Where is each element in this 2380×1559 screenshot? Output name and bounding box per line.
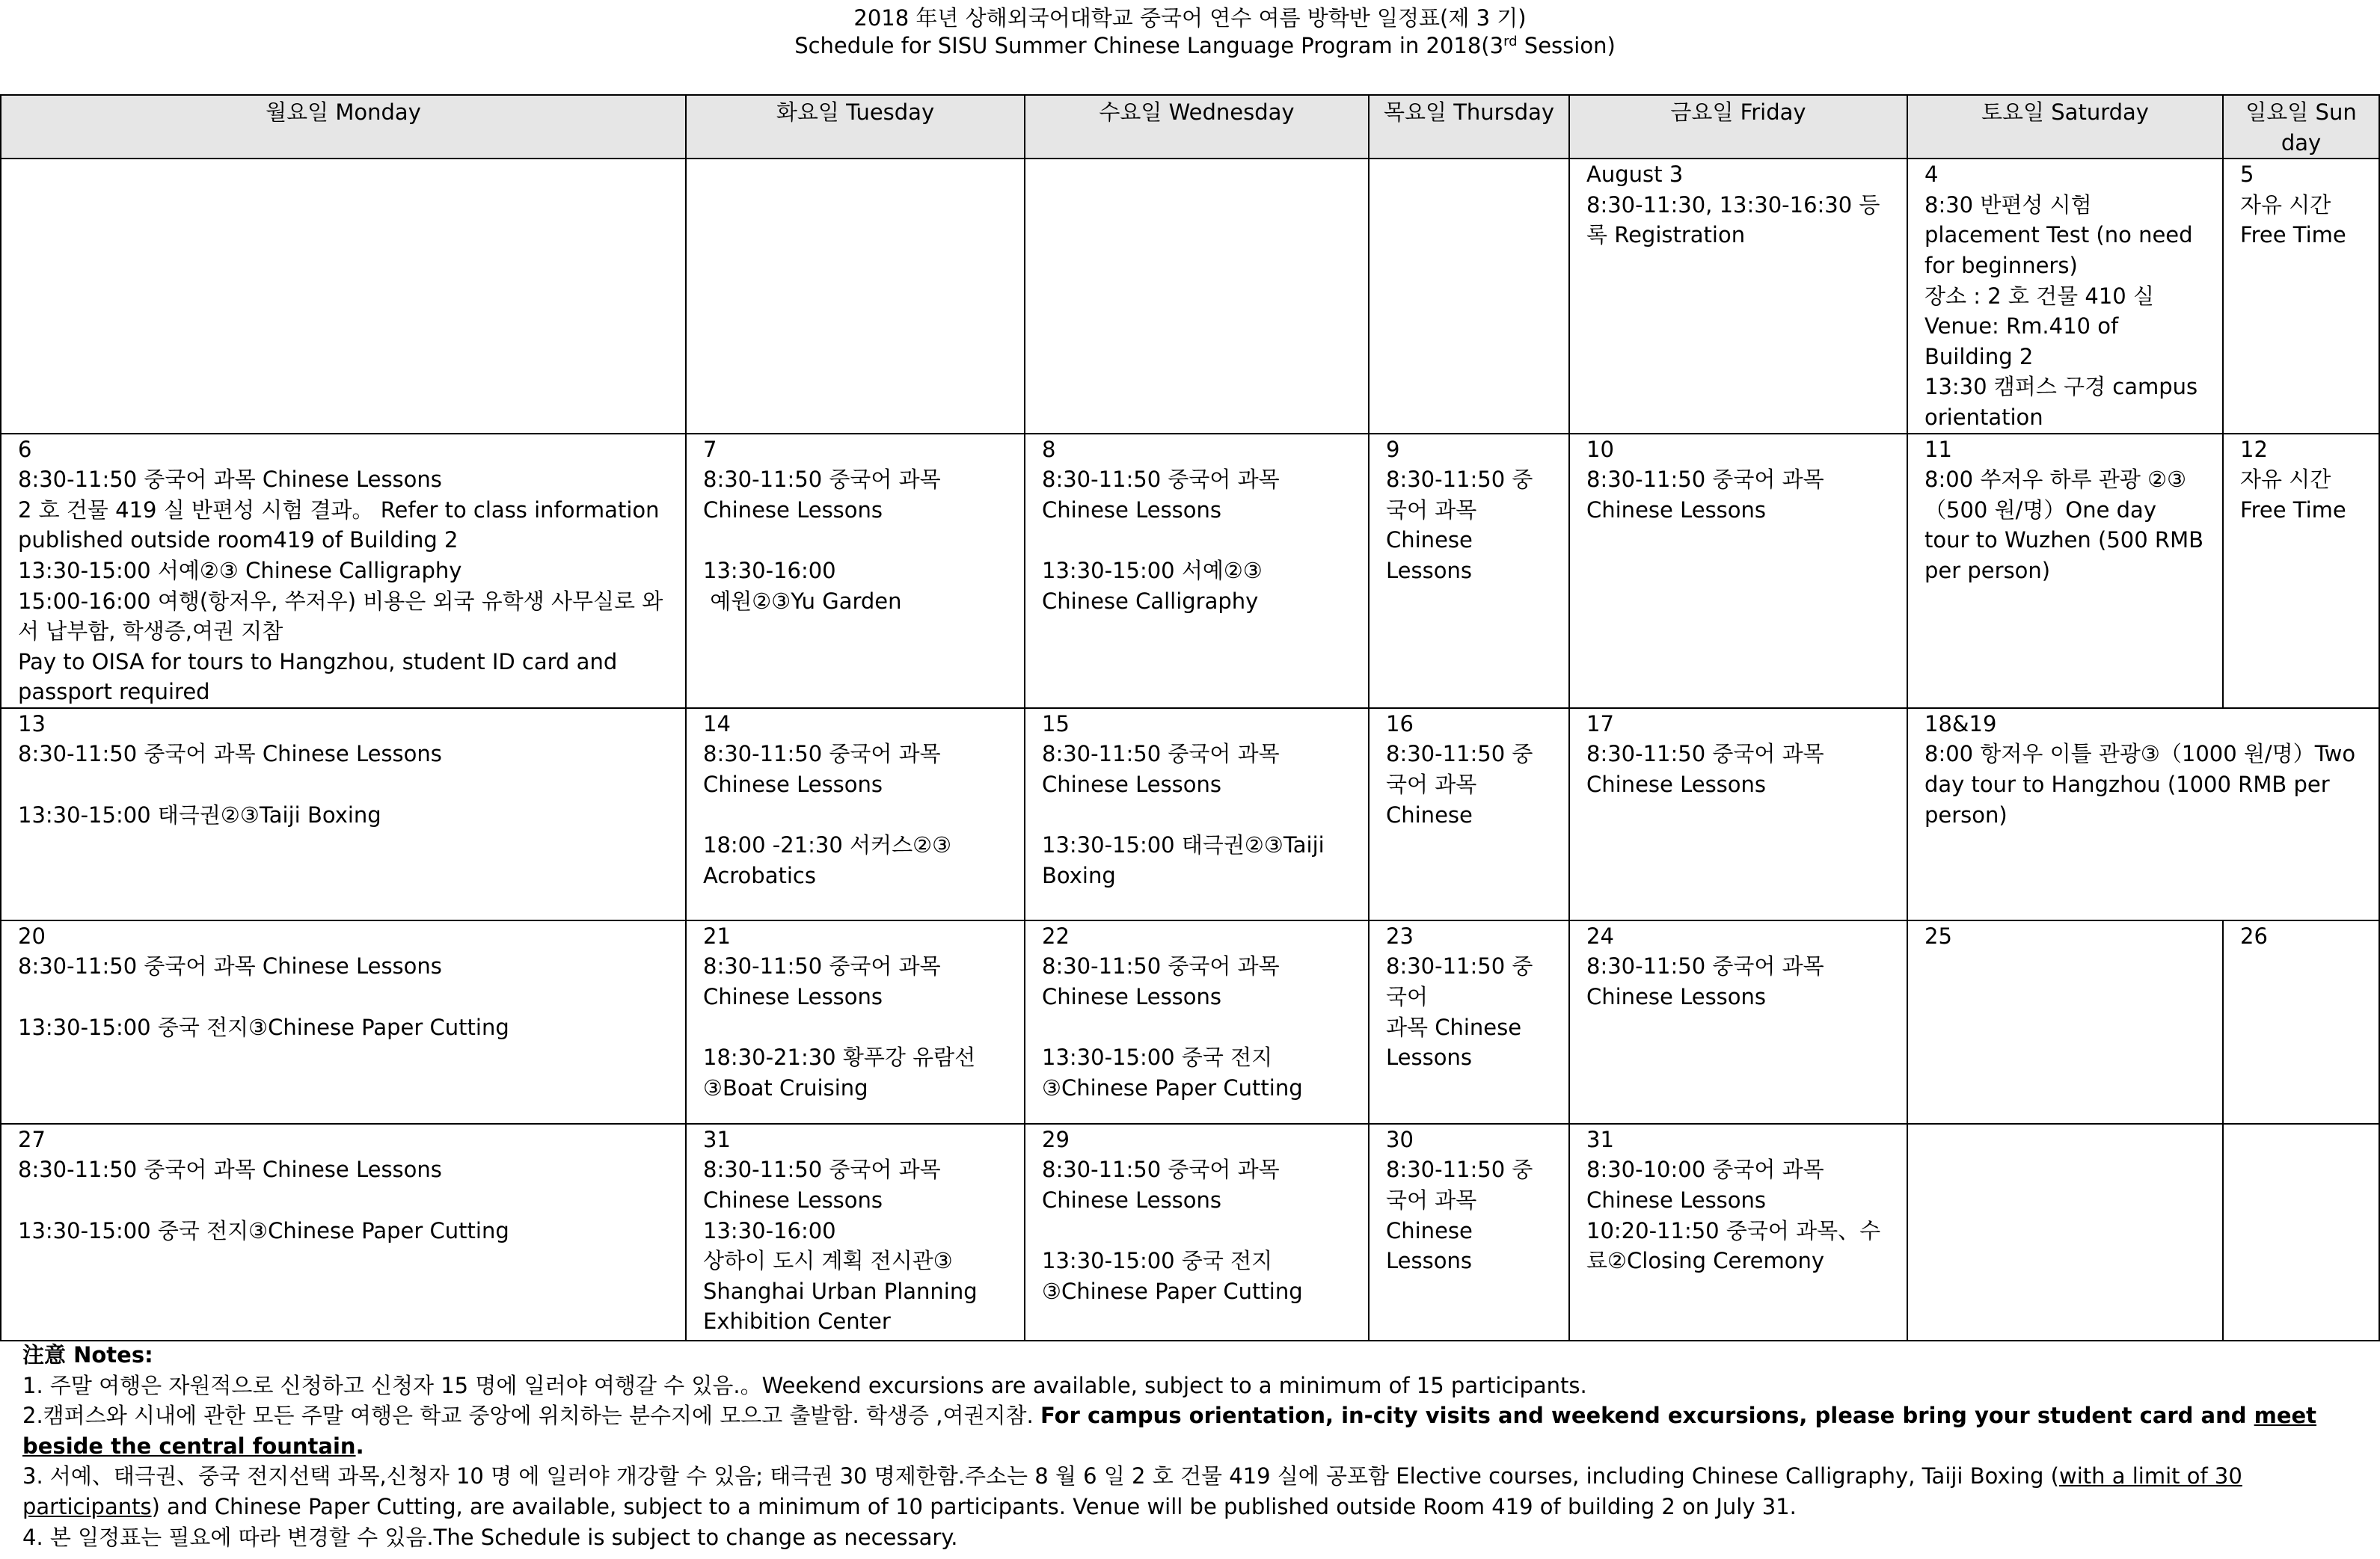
day-cell-sunday: 26 (2223, 920, 2379, 1124)
day-header-wednesday: 수요일 Wednesday (1025, 95, 1369, 159)
note-2-meeting-point: meet beside the central fountain (22, 1403, 2317, 1459)
note-2-korean: 2.캠퍼스와 시내에 관한 모든 주말 여행은 학교 중앙에 위치하는 분수지에 모으고 출발함. 학생증 ,여권지참. (22, 1403, 1040, 1429)
note-1: 1. 주말 여행은 자원적으로 신청하고 신청자 15 명에 일러야 여행갈 수 있음.。Weekend excursions are available, subject to a minimum of 15 participants. (22, 1372, 1587, 1398)
day-cell-tuesday (686, 159, 1025, 433)
day-cell-monday: 13 8:30-11:50 중국어 과목 Chinese Lessons 13:30-15:00 태극권②③Taiji Boxing (1, 708, 686, 920)
day-cell-monday: 20 8:30-11:50 중국어 과목 Chinese Lessons 13:30-15:00 중국 전지③Chinese Paper Cutting (1, 920, 686, 1124)
day-cell-thursday (1369, 159, 1569, 433)
week-row (1, 159, 2379, 433)
day-cell-monday: 27 8:30-11:50 중국어 과목 Chinese Lessons 13:30-15:00 중국 전지③Chinese Paper Cutting (1, 1124, 686, 1341)
day-cell-tuesday: 21 8:30-11:50 중국어 과목 Chinese Lessons 18:30-21:30 황푸강 유람선 ③Boat Cruising (686, 920, 1025, 1124)
note-4: 4. 본 일정표는 필요에 따라 변경할 수 있음.The Schedule is subject to change as necessary. (22, 1524, 958, 1550)
day-cell-sunday: 5 자유 시간 Free Time (2223, 159, 2379, 433)
day-cell-friday: 10 8:30-11:50 중국어 과목 Chinese Lessons (1569, 434, 1907, 708)
notes-section (22, 1340, 2349, 1552)
day-cell-wednesday: 29 8:30-11:50 중국어 과목 Chinese Lessons 13:30-15:00 중국 전지 ③Chinese Paper Cutting (1025, 1124, 1369, 1341)
day-header-thursday: 목요일 Thursday (1369, 95, 1569, 159)
day-header-sunday: 일요일 Sun day (2223, 95, 2379, 159)
title-english (30, 31, 2380, 60)
day-cell-friday: 31 8:30-10:00 중국어 과목 Chinese Lessons 10:20-11:50 중국어 과목、수료②Closing Ceremony (1569, 1124, 1907, 1341)
note-3-text: 3. 서예、태극권、중국 전지선택 과목,신청자 10 명 에 일러야 개강할 수 있음; 태극권 30 명제한함.주소는 8 월 6 일 2 호 건물 419 실에 공포함 Elective courses, including Chinese Calligraphy, Taiji Boxing ( (22, 1463, 2059, 1489)
day-cell-thursday: 23 8:30-11:50 중국어 과목 Chinese Lessons (1369, 920, 1569, 1124)
week-row (1, 434, 2379, 708)
day-cell-saturday: 25 (1907, 920, 2223, 1124)
title-superscript: rd (1503, 34, 1518, 49)
day-cell-saturday (1907, 1124, 2223, 1341)
day-cell-wednesday: 15 8:30-11:50 중국어 과목 Chinese Lessons 13:30-15:00 태극권②③Taiji Boxing (1025, 708, 1369, 920)
note-3-limit: with a limit of 30 participants (22, 1463, 2242, 1519)
notes-title: 注意 Notes: (22, 1342, 153, 1368)
day-cell-saturday: 11 8:00 쑤저우 하루 관광 ②③（500 원/명）One day tour to Wuzhen (500 RMB per person) (1907, 434, 2223, 708)
week-row (1, 920, 2379, 1124)
day-cell-friday: 17 8:30-11:50 중국어 과목 Chinese Lessons (1569, 708, 1907, 920)
day-header-saturday: 토요일 Saturday (1907, 95, 2223, 159)
day-cell-tuesday: 14 8:30-11:50 중국어 과목 Chinese Lessons 18:00 -21:30 서커스②③ Acrobatics (686, 708, 1025, 920)
note-3-rest: ) and Chinese Paper Cutting, are available, subject to a minimum of 10 participants. Venue will be published outside Room 419 of building 2 on July 31. (151, 1493, 1797, 1519)
note-2 (22, 1400, 2349, 1461)
day-cell-monday (1, 159, 686, 433)
day-cell-weekend: 18&19 8:00 항저우 이틀 관광③（1000 원/명）Two day tour to Hangzhou (1000 RMB per person) (1907, 708, 2379, 920)
day-cell-thursday: 16 8:30-11:50 중국어 과목 Chinese (1369, 708, 1569, 920)
day-cell-saturday: 4 8:30 반편성 시험 placement Test (no need for beginners) 장소 : 2 호 건물 410 실 Venue: Rm.410 of Building 2 13:30 캠퍼스 구경 campus orientation (1907, 159, 2223, 433)
day-cell-sunday (2223, 1124, 2379, 1341)
day-cell-thursday: 9 8:30-11:50 중국어 과목 Chinese Lessons (1369, 434, 1569, 708)
note-3 (22, 1461, 2349, 1522)
day-header-friday: 금요일 Friday (1569, 95, 1907, 159)
week-row (1, 1124, 2379, 1341)
day-header-monday: 월요일 Monday (1, 95, 686, 159)
day-cell-monday: 6 8:30-11:50 중국어 과목 Chinese Lessons 2 호 건물 419 실 반편성 시험 결과。 Refer to class information published outside room419 of Building 2 13:30-15:00 서예②③ Chinese Calligraphy 15:00-16:00 여행(항저우, 쑤저우) 비용은 외국 유학생 사무실로 와서 납부함, 학생증,여권 지참 Pay to OISA for tours to Hangzhou, student ID card and passport required (1, 434, 686, 708)
title-english-end: Session) (1517, 33, 1616, 58)
week-row (1, 708, 2379, 920)
header-row (1, 95, 2379, 159)
day-cell-thursday: 30 8:30-11:50 중국어 과목 Chinese Lessons (1369, 1124, 1569, 1341)
day-cell-wednesday (1025, 159, 1369, 433)
day-cell-wednesday: 8 8:30-11:50 중국어 과목 Chinese Lessons 13:30-15:00 서예②③ Chinese Calligraphy (1025, 434, 1369, 708)
day-cell-tuesday: 7 8:30-11:50 중국어 과목 Chinese Lessons 13:30-16:00 예원②③Yu Garden (686, 434, 1025, 708)
document-header (0, 0, 2380, 60)
day-header-tuesday: 화요일 Tuesday (686, 95, 1025, 159)
day-cell-wednesday: 22 8:30-11:50 중국어 과목 Chinese Lessons 13:30-15:00 중국 전지 ③Chinese Paper Cutting (1025, 920, 1369, 1124)
day-cell-sunday: 12 자유 시간 Free Time (2223, 434, 2379, 708)
note-2-end: . (355, 1433, 364, 1459)
day-cell-friday: August 3 8:30-11:30, 13:30-16:30 등록 Registration (1569, 159, 1907, 433)
schedule-table (0, 94, 2380, 1341)
day-cell-tuesday: 31 8:30-11:50 중국어 과목 Chinese Lessons 13:30-16:00 상하이 도시 계획 전시관③ Shanghai Urban Planning Exhibition Center (686, 1124, 1025, 1341)
note-2-english: For campus orientation, in-city visits and weekend excursions, please bring your student card and (1040, 1403, 2254, 1429)
day-cell-friday: 24 8:30-11:50 중국어 과목 Chinese Lessons (1569, 920, 1907, 1124)
title-english-main: Schedule for SISU Summer Chinese Language Program in 2018(3 (794, 33, 1504, 58)
title-korean: 2018 年년 상해외국어대학교 중국어 연수 여름 방학반 일정표(제 3 기) (853, 5, 1527, 31)
